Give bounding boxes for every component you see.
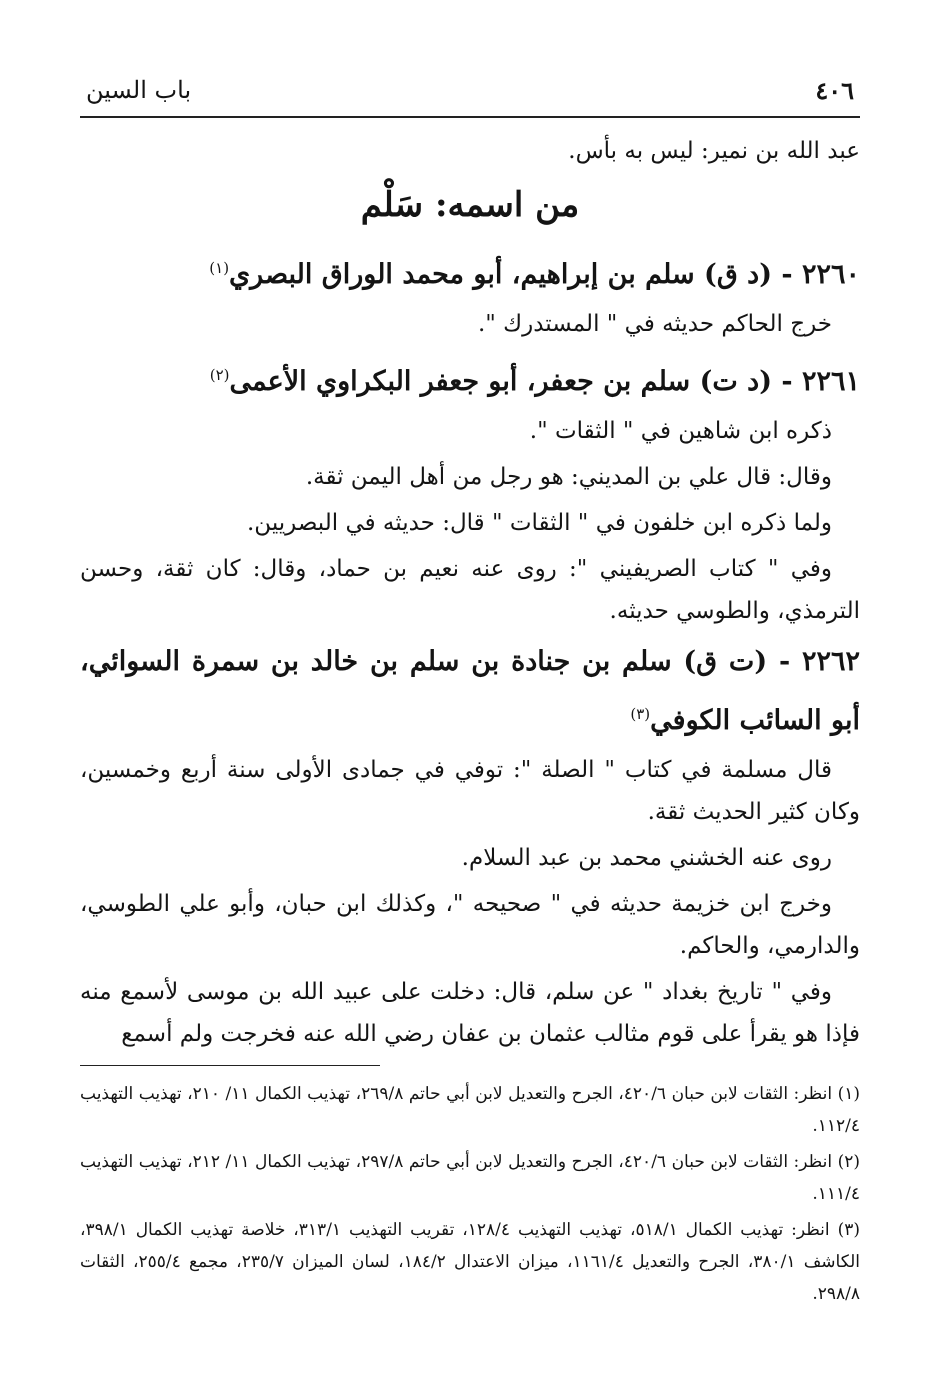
footnotes [80, 1078, 860, 1314]
entry-paragraph: وقال: قال علي بن المديني: هو رجل من أهل اليمن ثقة. [305, 464, 832, 490]
entry-paragraph: خرج الحاكم حديثه في " المستدرك ". [477, 311, 832, 337]
footnote-ref: (٣) [630, 705, 651, 723]
entry-heading: ٢٢٦٠ - (د ق) سلم بن إبراهيم، أبو محمد الوراق البصري$^{(١)}$ [209, 259, 860, 290]
chapter-title: باب السين [86, 76, 192, 104]
entry-paragraph: قال مسلمة في كتاب " الصلة ": توفي في جمادى الأولى سنة أربع وخمسين، وكان كثير الحديث ثقة. [80, 757, 860, 825]
footnote-divider [80, 1065, 380, 1066]
main-text [80, 130, 860, 1059]
entry-heading: ٢٢٦٢ - (ت ق) سلم بن جنادة بن سلم بن خالد بن سمرة السوائي، أبو السائب الكوفي$^{(٣)}$ [80, 646, 860, 736]
entry-paragraph: ذكره ابن شاهين في " الثقات ". [529, 418, 832, 444]
entry-heading: ٢٢٦١ - (د ت) سلم بن جعفر، أبو جعفر البكراوي الأعمى$^{(٢)}$ [209, 366, 860, 397]
entry-paragraph: وفي " تاريخ بغداد " عن سلم، قال: دخلت على عبيد الله بن موسى لأسمع منه فإذا هو يقرأ على قوم مثالب عثمان بن عفان رضي الله عنه فخرجت ولم أسمع [80, 979, 860, 1047]
entry-paragraph: وخرج ابن خزيمة حديثه في " صحيحه "، وكذلك ابن حبان، وأبو علي الطوسي، والدارمي، والحاكم. [80, 891, 860, 959]
entry-paragraph: ولما ذكره ابن خلفون في " الثقات " قال: حديثه في البصريين. [247, 510, 832, 536]
entry-paragraph: وفي " كتاب الصريفيني ": روى عنه نعيم بن حماد، وقال: كان ثقة، وحسن الترمذي، والطوسي حديثه. [80, 556, 860, 624]
intro-line: عبد الله بن نمير: ليس به بأس. [568, 138, 860, 164]
section-title: من اسمه: سَلْم [360, 185, 580, 225]
footnote-ref: (١) [209, 259, 230, 277]
entry-paragraph: روى عنه الخشني محمد بن عبد السلام. [461, 845, 832, 871]
footnote: (٣) انظر: تهذيب الكمال ٥١٨/١، تهذيب التهذيب ١٢٨/٤، تقريب التهذيب ٣١٣/١، خلاصة تهذيب الكمال ٣٩٨/١، الكاشف ٣٨٠/١، الجرح والتعديل ١١٦١/٤، ميزان الاعتدال ١٨٤/٢، لسان الميزان ٢٣٥/٧، مجمع ٢٥٥/٤، الثقات ٢٩٨/٨. [80, 1220, 861, 1304]
footnote: (١) انظر: الثقات لابن حبان ٤٢٠/٦، الجرح والتعديل لابن أبي حاتم ٢٦٩/٨، تهذيب الكمال ١١/ ٢١٠، تهذيب التهذيب ١١٢/٤. [80, 1084, 860, 1136]
page-number: ٤٠٦ [815, 76, 854, 105]
footnote-ref: (٢) [209, 366, 230, 384]
running-header [80, 70, 860, 118]
book-page [80, 60, 860, 1350]
footnote: (٢) انظر: الثقات لابن حبان ٤٢٠/٦، الجرح والتعديل لابن أبي حاتم ٢٩٧/٨، تهذيب الكمال ١١/ ٢١٢، تهذيب التهذيب ١١١/٤. [80, 1152, 860, 1204]
